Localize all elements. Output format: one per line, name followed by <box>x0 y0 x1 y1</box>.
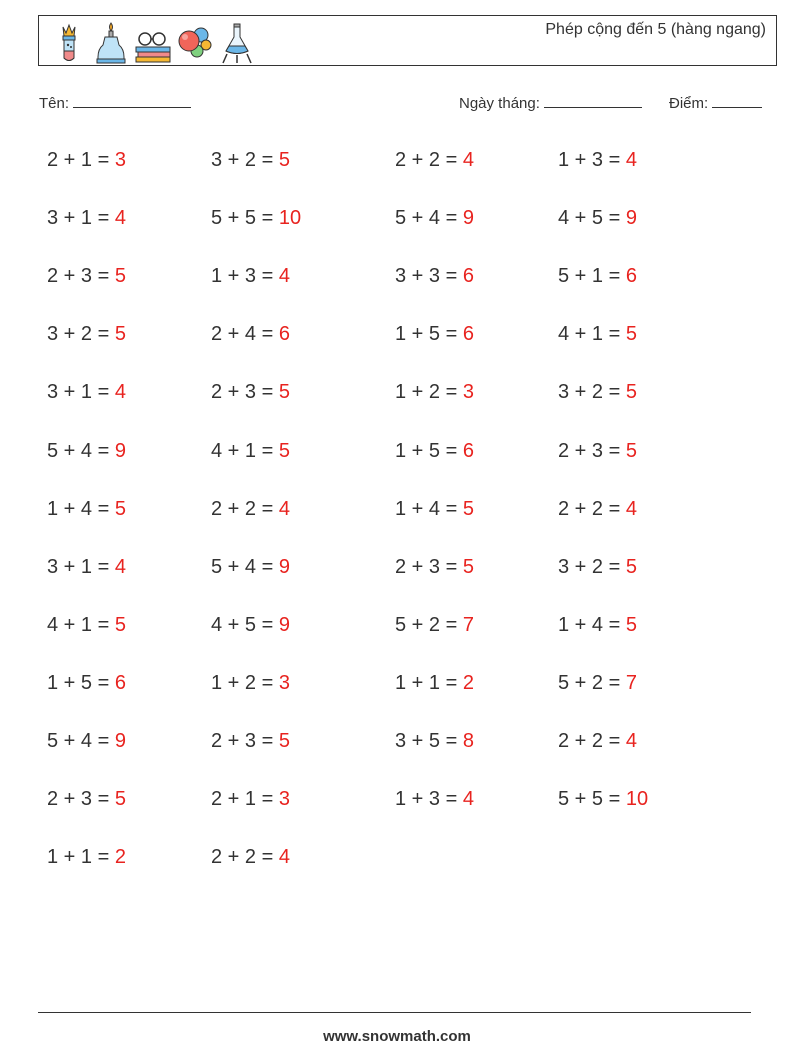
problem-question: 1 + 4 = <box>47 497 115 520</box>
problem-answer: 6 <box>462 265 474 288</box>
problem-item <box>47 319 126 349</box>
problem-question: 2 + 3 = <box>47 788 115 811</box>
problem-answer: 5 <box>462 555 474 578</box>
problem-answer: 5 <box>625 555 637 578</box>
problem-question: 2 + 3 = <box>395 555 463 578</box>
problem-item <box>395 726 474 756</box>
problem-question: 2 + 2 = <box>211 846 279 869</box>
problem-answer: 4 <box>114 207 126 230</box>
problem-question: 1 + 3 = <box>395 788 463 811</box>
problem-question: 1 + 5 = <box>395 323 463 346</box>
worksheet-title: Phép cộng đến 5 (hàng ngang) <box>545 21 766 38</box>
problem-question: 2 + 1 = <box>47 149 115 171</box>
problem-question: 1 + 2 = <box>211 671 279 694</box>
problem-answer: 9 <box>625 207 637 230</box>
problem-answer: 5 <box>114 265 126 288</box>
problem-answer: 9 <box>278 613 290 636</box>
problem-answer: 2 <box>114 846 126 869</box>
problem-question: 3 + 2 = <box>47 323 115 346</box>
problem-item <box>47 610 126 640</box>
problem-item <box>47 784 126 814</box>
problem-answer: 3 <box>278 671 290 694</box>
name-blank[interactable] <box>73 93 191 108</box>
problem-question: 3 + 2 = <box>558 381 626 404</box>
problem-answer: 5 <box>114 323 126 346</box>
problem-answer: 9 <box>114 730 126 752</box>
score-label: Điểm: <box>669 95 709 112</box>
problem-question: 5 + 2 = <box>558 671 626 694</box>
problem-item <box>47 261 126 291</box>
problem-question: 2 + 3 = <box>47 265 115 288</box>
problem-question: 1 + 1 = <box>395 671 463 694</box>
problem-item <box>47 726 126 756</box>
bunsen-burner-icon <box>91 21 131 65</box>
problem-item <box>47 203 126 233</box>
problem-question: 2 + 3 = <box>558 439 626 462</box>
problem-answer: 3 <box>278 788 290 811</box>
score-blank[interactable] <box>712 93 762 108</box>
problem-answer: 9 <box>278 555 290 578</box>
problem-answer: 5 <box>625 439 637 462</box>
problem-item <box>395 377 474 407</box>
problem-answer: 4 <box>114 381 126 404</box>
problem-question: 4 + 1 = <box>558 323 626 346</box>
problem-question: 1 + 5 = <box>395 439 463 462</box>
problem-question: 1 + 3 = <box>211 265 279 288</box>
problem-item <box>558 494 637 524</box>
problem-question: 3 + 5 = <box>395 730 463 752</box>
molecule-icon <box>175 21 215 65</box>
problem-item <box>211 261 290 291</box>
problem-answer: 5 <box>278 381 290 404</box>
problem-question: 1 + 4 = <box>395 497 463 520</box>
problem-item <box>395 145 474 175</box>
problem-question: 5 + 4 = <box>395 207 463 230</box>
problem-item <box>558 261 637 291</box>
date-label: Ngày tháng: <box>459 95 540 112</box>
problem-item <box>47 842 126 872</box>
problem-question: 4 + 5 = <box>558 207 626 230</box>
problem-item <box>211 552 290 582</box>
name-label: Tên: <box>39 95 70 112</box>
problem-answer: 8 <box>462 730 474 752</box>
problem-item <box>558 784 648 814</box>
problem-question: 5 + 4 = <box>47 439 115 462</box>
problem-question: 2 + 2 = <box>211 497 279 520</box>
problem-answer: 5 <box>114 788 126 811</box>
problem-item <box>47 145 126 175</box>
problem-answer: 6 <box>625 265 637 288</box>
problem-item <box>558 377 637 407</box>
problem-question: 3 + 2 = <box>558 555 626 578</box>
problem-answer: 6 <box>114 671 126 694</box>
problem-item <box>558 726 637 756</box>
problem-item <box>558 145 637 175</box>
problem-question: 5 + 2 = <box>395 613 463 636</box>
problem-answer: 4 <box>462 149 474 171</box>
problem-question: 3 + 1 = <box>47 381 115 404</box>
problem-answer: 5 <box>278 149 290 171</box>
problem-answer: 10 <box>278 207 302 230</box>
problem-item <box>395 319 474 349</box>
problem-item <box>395 436 474 466</box>
footer-url: www.snowmath.com <box>323 1028 471 1045</box>
problem-item <box>211 145 290 175</box>
problem-item <box>395 494 474 524</box>
problem-answer: 6 <box>462 323 474 346</box>
problem-item <box>395 784 474 814</box>
problem-question: 5 + 5 = <box>211 207 279 230</box>
problem-item <box>211 319 290 349</box>
problem-item <box>211 494 290 524</box>
flask-icon <box>217 21 257 65</box>
problem-item <box>211 436 290 466</box>
problem-answer: 5 <box>462 497 474 520</box>
problem-answer: 5 <box>114 497 126 520</box>
problem-question: 3 + 1 = <box>47 207 115 230</box>
books-glasses-icon <box>133 21 173 65</box>
problem-item <box>211 784 290 814</box>
date-blank[interactable] <box>544 93 642 108</box>
problem-answer: 6 <box>278 323 290 346</box>
problem-answer: 3 <box>114 149 126 171</box>
problem-answer: 5 <box>114 613 126 636</box>
problem-answer: 4 <box>278 846 290 869</box>
problem-question: 4 + 5 = <box>211 613 279 636</box>
problem-item <box>395 610 474 640</box>
problem-item <box>395 552 474 582</box>
problem-answer: 4 <box>625 497 637 520</box>
problem-item <box>211 610 290 640</box>
problem-answer: 7 <box>625 671 637 694</box>
date-field <box>459 93 642 112</box>
problem-item <box>211 726 290 756</box>
problem-question: 3 + 3 = <box>395 265 463 288</box>
problem-question: 2 + 1 = <box>211 788 279 811</box>
problem-item <box>47 552 126 582</box>
problem-answer: 5 <box>625 613 637 636</box>
problem-answer: 9 <box>462 207 474 230</box>
score-field <box>669 93 762 112</box>
problem-item <box>558 610 637 640</box>
problem-item <box>47 668 126 698</box>
problem-question: 1 + 4 = <box>558 613 626 636</box>
problem-answer: 10 <box>625 788 649 811</box>
problem-answer: 4 <box>278 497 290 520</box>
problem-item <box>211 203 301 233</box>
problem-answer: 9 <box>114 439 126 462</box>
problem-question: 1 + 3 = <box>558 149 626 171</box>
problem-answer: 4 <box>462 788 474 811</box>
problem-question: 2 + 3 = <box>211 730 279 752</box>
problem-item <box>558 203 637 233</box>
problem-item <box>211 842 290 872</box>
problem-question: 5 + 5 = <box>558 788 626 811</box>
problem-item <box>395 261 474 291</box>
name-field <box>39 93 191 112</box>
problem-question: 5 + 4 = <box>47 730 115 752</box>
problem-answer: 4 <box>625 730 637 752</box>
problem-answer: 5 <box>625 323 637 346</box>
problem-answer: 5 <box>278 439 290 462</box>
problem-answer: 2 <box>462 671 474 694</box>
problem-question: 4 + 1 = <box>211 439 279 462</box>
problem-item <box>47 377 126 407</box>
problem-item <box>558 319 637 349</box>
problem-answer: 6 <box>462 439 474 462</box>
problem-question: 2 + 2 = <box>558 497 626 520</box>
problem-item <box>558 668 637 698</box>
problem-item <box>395 668 474 698</box>
problem-question: 2 + 2 = <box>558 730 626 752</box>
problem-answer: 4 <box>278 265 290 288</box>
problem-question: 5 + 4 = <box>211 555 279 578</box>
problem-item <box>211 377 290 407</box>
worksheet-header <box>38 15 777 66</box>
problem-item <box>211 668 290 698</box>
problem-item <box>47 436 126 466</box>
problem-answer: 7 <box>462 613 474 636</box>
problem-question: 3 + 1 = <box>47 555 115 578</box>
problem-item <box>558 552 637 582</box>
problem-question: 2 + 2 = <box>395 149 463 171</box>
problem-item <box>558 436 637 466</box>
footer-divider <box>38 1012 751 1013</box>
problem-answer: 4 <box>114 555 126 578</box>
problem-answer: 5 <box>625 381 637 404</box>
problem-item <box>395 203 474 233</box>
problem-answer: 4 <box>625 149 637 171</box>
problem-answer: 3 <box>462 381 474 404</box>
problem-question: 3 + 2 = <box>211 149 279 171</box>
problem-question: 1 + 2 = <box>395 381 463 404</box>
problem-question: 2 + 4 = <box>211 323 279 346</box>
problem-question: 4 + 1 = <box>47 613 115 636</box>
problem-answer: 5 <box>278 730 290 752</box>
problem-question: 1 + 1 = <box>47 846 115 869</box>
problem-question: 5 + 1 = <box>558 265 626 288</box>
problem-item <box>47 494 126 524</box>
test-tube-icon <box>49 21 89 65</box>
problem-question: 1 + 5 = <box>47 671 115 694</box>
problem-question: 2 + 3 = <box>211 381 279 404</box>
